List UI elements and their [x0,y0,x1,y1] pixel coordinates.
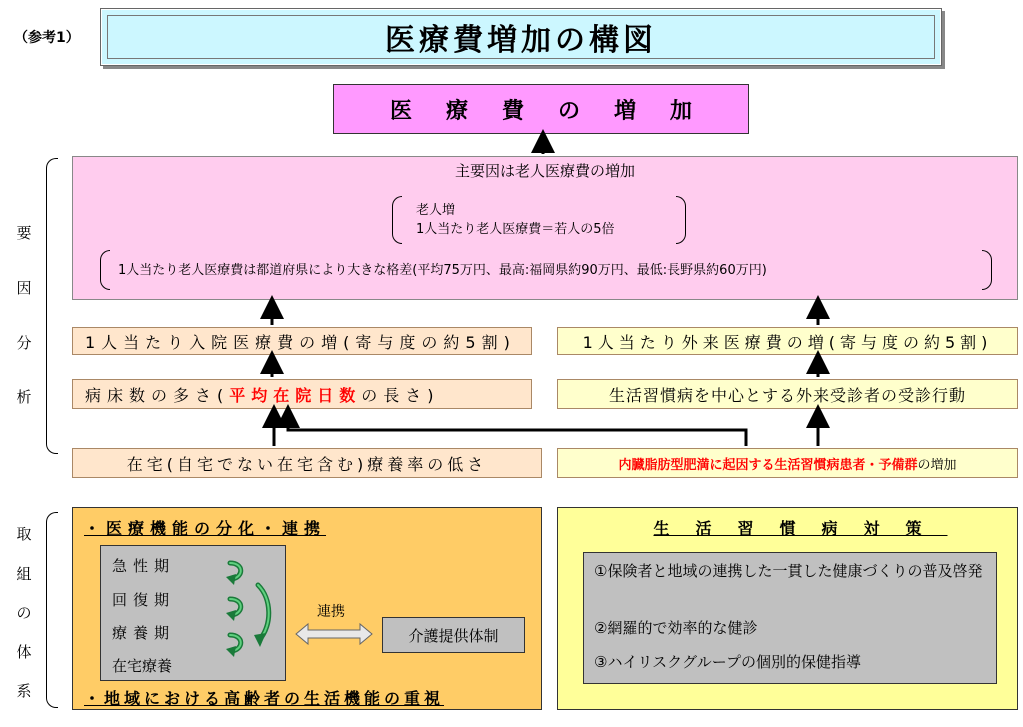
inner-line-2: 1人当たり老人医療費＝若人の5倍 [416,222,615,237]
measure-item-3: ③ハイリスクグループの個別的保健指導 [594,653,861,671]
measure-item-1: ①保険者と地域の連携した一貫した健康づくりの普及啓発 [594,562,983,580]
side-char: 組 [16,565,32,583]
beds-text-red: 平均在院日数 [229,385,362,405]
elderly-function-footer: ・地域における高齢者の生活機能の重視 [84,689,445,708]
arrow-metabolic-to-beds [288,416,746,446]
outpatient-cost-text: 1人当たり外来医療費の増(寄与度の約5割) [582,332,993,352]
side-char: の [16,604,32,622]
phase-acute: 急性期 [112,557,176,575]
phase-home: 在宅療養 [112,657,173,675]
side-char: 析 [16,388,32,406]
double-arrow-icon [294,622,374,646]
beds-text-pre: 病床数の多さ( [85,385,230,405]
care-system-text: 介護提供体制 [408,626,499,645]
metabolic-text-red: 内臓脂肪型肥満に起因する生活習慣病患者・予備群 [618,457,918,473]
main-factor-title: 主要因は老人医療費の増加 [454,162,635,180]
outpatient-behavior-text: 生活習慣病を中心とする外来受診者の受診行動 [608,385,966,405]
result-box-text: 医療費の増加 [389,98,726,124]
measure-item-2: ②網羅的で効率的な健診 [594,619,758,637]
side-char: 要 [16,224,32,242]
side-char: 体 [16,643,32,661]
circulation-swirl-icons [220,555,280,675]
side-char: 因 [16,279,32,297]
reference-label: （参考1） [14,30,80,46]
side-char: 系 [16,682,32,700]
medical-function-heading: ・医療機能の分化・連携 [84,519,327,538]
beds-text-post: の長さ) [361,385,440,405]
home-care-text: 在宅(自宅でない在宅含む)療養率の低さ [126,454,488,474]
inpatient-cost-text: 1人当たり入院医療費の増(寄与度の約5割) [85,332,516,352]
care-system-box [382,617,525,653]
phase-chronic: 療養期 [112,624,176,642]
link-label: 連携 [317,604,345,620]
regional-gap-text: 1人当たり老人医療費は都道府県により大きな格差(平均75万円、最高:福岡県約90万円、最低:長野県約60万円) [118,263,767,278]
lifestyle-disease-heading: 生活習慣病対策 [653,519,948,538]
side-char: 分 [16,334,32,352]
side-char: 取 [16,525,32,543]
inner-line-1: 老人増 [416,203,456,218]
metabolic-text-post: の増加 [917,457,957,473]
phase-recovery: 回復期 [112,591,176,609]
page-title-text: 医療費増加の構図 [385,23,657,58]
